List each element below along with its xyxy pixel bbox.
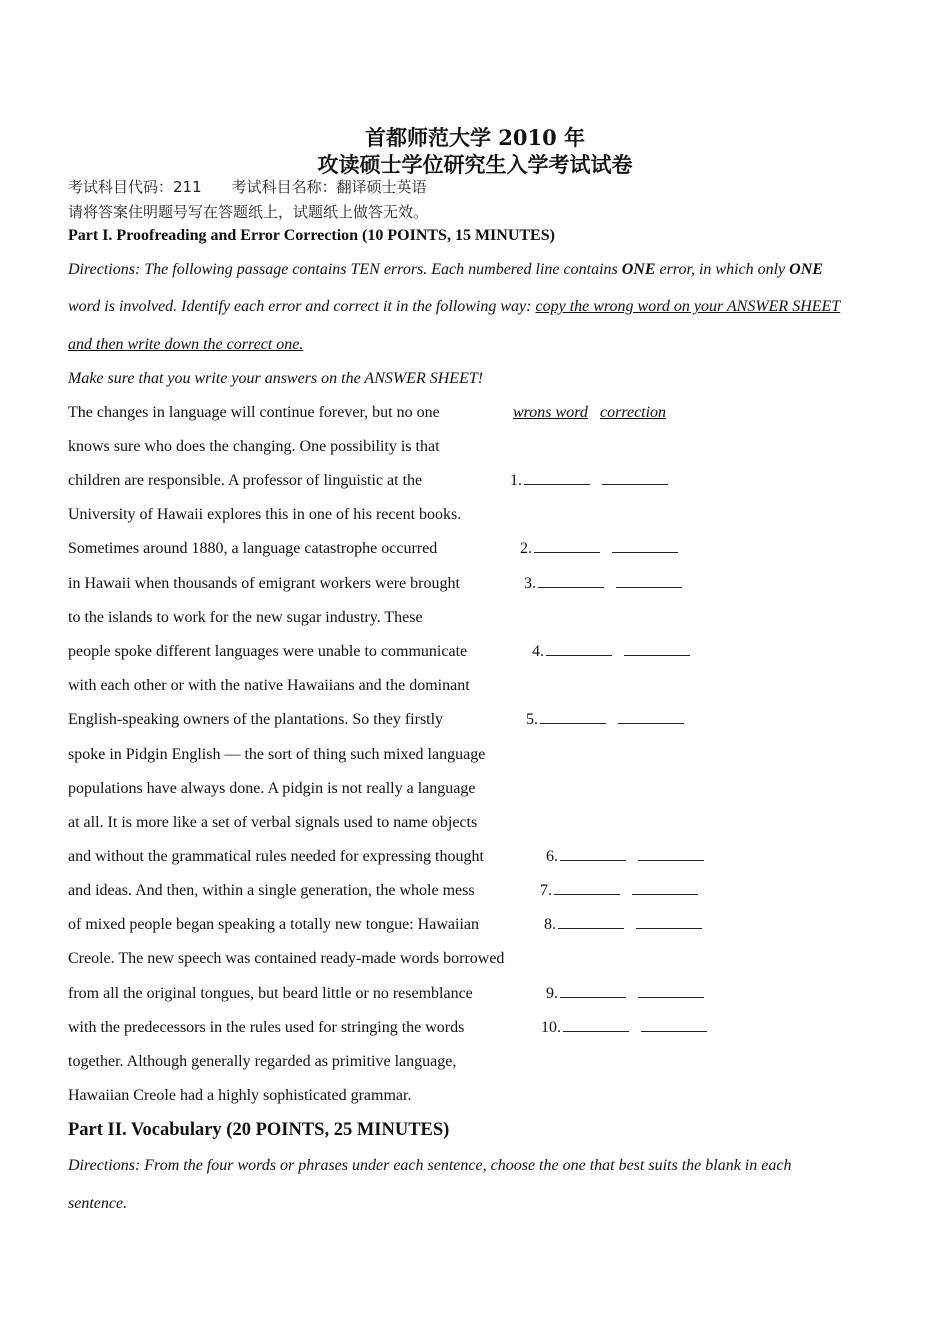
passage-line: Creole. The new speech was contained ready-made words borrowed [68,950,505,967]
part1-heading: Part I. Proofreading and Error Correction (10 POINTS, 15 MINUTES) [68,227,555,244]
passage-line: spoke in Pidgin English — the sort of thing such mixed language [68,746,486,763]
column-wrong-word: wrons word [513,404,588,421]
answer-blank-4[interactable]: 4. [532,643,690,661]
answer-blank-6[interactable]: 6. [546,848,704,866]
exam-title-line2: 攻读硕士学位研究生入学考试试卷 [317,152,633,177]
passage-line: and without the grammatical rules needed for expressing thought [68,848,484,865]
passage-line: Sometimes around 1880, a language catastrophe occurred [68,540,438,557]
answer-blank-9[interactable]: 9. [546,985,704,1003]
part2-heading: Part II. Vocabulary (20 POINTS, 25 MINUTES) [68,1120,450,1140]
passage-line: children are responsible. A professor of linguistic at the [68,472,423,489]
passage-line: populations have always done. A pidgin is not really a language [68,780,476,797]
answer-blank-2[interactable]: 2. [520,540,678,558]
passage-line: together. Although generally regarded as primitive language, [68,1053,457,1070]
column-correction: correction [600,404,667,421]
answer-blank-8[interactable]: 8. [544,916,702,934]
part1-directions-line3: and then write down the correct one. [68,336,304,353]
answer-notice: 请将答案住明题号写在答题纸上，试题纸上做答无效。 [68,203,429,221]
part1-directions-line1: Directions: The following passage contains TEN errors. Each numbered line contains ONE error, in which only ONE [68,261,823,278]
subject-info [68,176,427,197]
subject-name: 考试科目名称：翻译硕士英语 [231,178,427,196]
answer-blank-10[interactable]: 10. [541,1019,707,1037]
passage-line: and ideas. And then, within a single generation, the whole mess [68,882,475,899]
passage-line: English-speaking owners of the plantations. So they firstly [68,711,444,728]
answer-blank-7[interactable]: 7. [540,882,698,900]
passage-line: with the predecessors in the rules used for stringing the words [68,1019,465,1036]
subject-code: 考试科目代码：211 [68,178,202,196]
answer-blank-5[interactable]: 5. [526,711,684,729]
passage-line: at all. It is more like a set of verbal signals used to name objects [68,814,478,831]
passage-line: to the islands to work for the new sugar industry. These [68,609,423,626]
answer-blank-3[interactable]: 3. [524,575,682,593]
passage-line: University of Hawaii explores this in one of his recent books. [68,506,462,523]
part1-directions-line2: word is involved. Identify each error and correct it in the following way: copy the wrong word on your ANSWER SHEET [68,298,841,315]
passage-line: The changes in language will continue forever, but no one [68,404,440,421]
passage-line: in Hawaii when thousands of emigrant workers were brought [68,575,460,592]
part2-directions-line1: Directions: From the four words or phrases under each sentence, choose the one that best suits the blank in each [68,1157,792,1174]
part1-directions-note: Make sure that you write your answers on the ANSWER SHEET! [68,370,484,387]
passage-line: people spoke different languages were unable to communicate [68,643,468,660]
passage-line: from all the original tongues, but beard little or no resemblance [68,985,473,1002]
passage-line: of mixed people began speaking a totally new tongue: Hawaiian [68,916,479,933]
passage-line: Hawaiian Creole had a highly sophisticated grammar. [68,1087,412,1104]
passage-line: knows sure who does the changing. One possibility is that [68,438,440,455]
passage-line: with each other or with the native Hawaiians and the dominant [68,677,470,694]
part2-directions-line2: sentence. [68,1195,128,1212]
answer-blank-1[interactable]: 1. [510,472,668,490]
exam-title-line1: 首都师范大学 2010 年 [364,125,586,150]
